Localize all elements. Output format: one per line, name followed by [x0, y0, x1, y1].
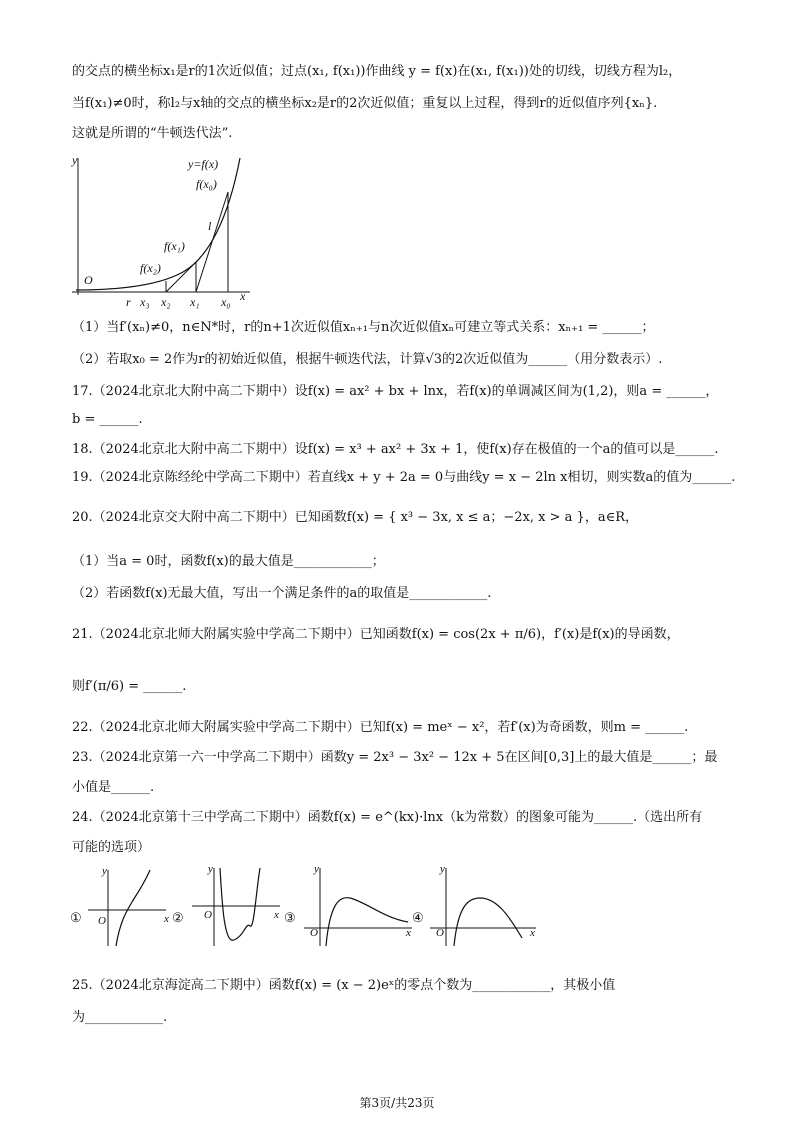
- y-label: y: [440, 863, 445, 875]
- option-marker: ④: [412, 910, 424, 925]
- option-marker: ②: [172, 910, 184, 925]
- text-line: 这就是所谓的“牛顿迭代法”.: [72, 126, 233, 141]
- text-line: （2）若函数f(x)无最大值，写出一个满足条件的a的取值是____________.: [72, 586, 492, 601]
- y-axis-label: y: [72, 153, 78, 167]
- text-line: 23.（2024北京第一六一中学高二下期中）函数y = 2x³ − 3x² − 12x + 5在区间[0,3]上的最大值是______；最: [72, 750, 718, 765]
- page-footer: 第3页/共23页: [359, 1096, 435, 1110]
- text-line: （1）当a = 0时，函数f(x)的最大值是____________；: [72, 554, 385, 569]
- text-line: 当f(x₁)≠0时，称l₂与x轴的交点的横坐标x₂是r的2次近似值；重复以上过程，得到r的近似值序列{xₙ}.: [72, 96, 658, 111]
- x3-label: x₃: [140, 295, 150, 309]
- option-graphs: [68, 862, 548, 952]
- curve: [220, 868, 260, 940]
- origin-label: O: [84, 273, 93, 287]
- origin-label: O: [436, 927, 444, 939]
- text-line: 为____________.: [72, 1010, 168, 1025]
- origin-label: O: [310, 927, 318, 939]
- curve-label: y=f(x): [188, 157, 219, 171]
- y-label: y: [314, 863, 319, 875]
- text-line: 18.（2024北京北大附中高二下期中）设f(x) = x³ + ax² + 3x + 1，使f(x)存在极值的一个a的值可以是______.: [72, 442, 719, 457]
- option-graph-4: [412, 863, 536, 946]
- x-label: x: [274, 909, 279, 921]
- text-line: 可能的选项）: [72, 840, 151, 855]
- x0-label: x₀: [221, 295, 231, 309]
- y-label: y: [102, 865, 107, 877]
- x1-label: x₁: [190, 295, 200, 309]
- f-x0-label: f(x₀): [196, 177, 217, 191]
- tangent-line-2: [166, 262, 196, 292]
- x-label: x: [530, 927, 535, 939]
- text-line: 则f′(π/6) = ______.: [72, 679, 187, 694]
- curve: [116, 870, 150, 946]
- option-graph-2: [172, 863, 280, 946]
- option-graph-3: [284, 863, 412, 946]
- text-line: （1）当f′(xₙ)≠0，n∈N*时，r的n+1次近似值xₙ₊₁与n次近似值xₙ可建立等式关系：xₙ₊₁ = ______；: [72, 320, 655, 335]
- x2-label: x₂: [161, 295, 171, 309]
- text-line: 小值是______.: [72, 780, 155, 795]
- newton-method-figure: [68, 150, 258, 310]
- text-line: 21.（2024北京北师大附属实验中学高二下期中）已知函数f(x) = cos(2x + π/6)，f′(x)是f(x)的导函数，: [72, 627, 680, 642]
- x-label: x: [164, 913, 169, 925]
- text-line: 17.（2024北京北大附中高二下期中）设f(x) = ax² + bx + lnx，若f(x)的单调减区间为(1,2)，则a = ______，: [72, 384, 719, 399]
- text-line: 19.（2024北京陈经纶中学高二下期中）若直线x + y + 2a = 0与曲线y = x − 2ln x相切，则实数a的值为______.: [72, 470, 736, 485]
- text-line: （2）若取x₀ = 2作为r的初始近似值，根据牛顿迭代法，计算√3的2次近似值为______（用分数表示）.: [72, 352, 663, 367]
- option-graph-1: [70, 865, 169, 946]
- option-marker: ③: [284, 910, 296, 925]
- text-line: 22.（2024北京北师大附属实验中学高二下期中）已知f(x) = meˣ − x²，若f′(x)为奇函数，则m = ______.: [72, 720, 689, 735]
- curve: [326, 898, 408, 946]
- text-line: b = ______.: [72, 412, 143, 427]
- text-line: 20.（2024北京交大附中高二下期中）已知函数f(x) = { x³ − 3x, x ≤ a；−2x, x > a }，a∈R，: [72, 510, 638, 525]
- x-label: x: [406, 927, 411, 939]
- origin-label: O: [98, 915, 106, 927]
- x-axis-label: x: [240, 289, 246, 303]
- tangent-label: l: [208, 219, 212, 233]
- text-line: 25.（2024北京海淀高二下期中）函数f(x) = (x − 2)eˣ的零点个数为____________，其极小值: [72, 978, 616, 993]
- curve: [454, 898, 522, 946]
- f-x1-label: f(x₁): [164, 239, 185, 253]
- text-line: 的交点的横坐标x₁是r的1次近似值；过点(x₁, f(x₁))作曲线 y = f(x)在(x₁, f(x₁))处的切线，切线方程为l₂，: [72, 64, 682, 79]
- option-marker: ①: [70, 910, 82, 925]
- text-line: 24.（2024北京第十三中学高二下期中）函数f(x) = e^(kx)·lnx（k为常数）的图象可能为______.（选出所有: [72, 810, 703, 825]
- f-x2-label: f(x₂): [140, 261, 161, 275]
- root-label: r: [126, 295, 131, 309]
- y-label: y: [208, 863, 213, 875]
- tangent-line: [196, 192, 228, 292]
- origin-label: O: [204, 909, 212, 921]
